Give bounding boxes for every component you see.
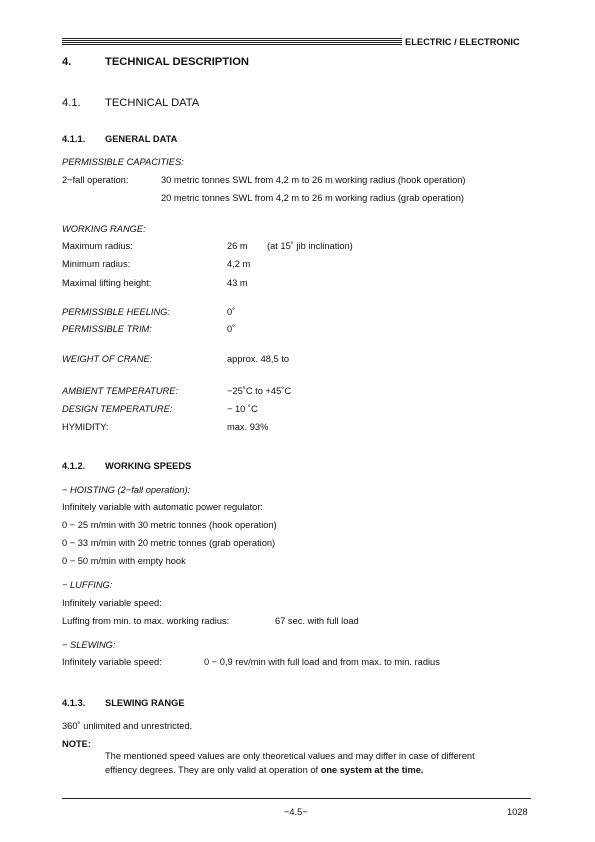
max-radius-note: (at 15˚ jib inclination) <box>267 241 353 251</box>
slewing-heading: − SLEWING: <box>62 640 116 650</box>
humidity-value: max. 93% <box>227 422 269 432</box>
subsection-number: 4.1.3. <box>62 698 86 708</box>
working-range-heading: WORKING RANGE: <box>62 224 146 234</box>
header-rule <box>62 38 402 46</box>
note-line-1: The mentioned speed values are only theoretical values and may differ in case of different <box>105 751 475 761</box>
ambient-temp-value: −25˚C to +45˚C <box>227 386 292 396</box>
note-emphasis: one system at the time. <box>320 765 424 775</box>
capacity-hook: 30 metric tonnes SWL from 4,2 m to 26 m working radius (hook operation) <box>161 175 466 185</box>
fall-label: 2−fall operation: <box>62 175 129 185</box>
luffing-value: 67 sec. with full load <box>275 616 359 626</box>
slewing-value: 0 − 0,9 rev/min with full load and from max. to min. radius <box>204 657 440 667</box>
section-title: TECHNICAL DATA <box>105 97 200 109</box>
capacity-grab: 20 metric tonnes SWL from 4,2 m to 26 m working radius (grab operation) <box>161 193 464 203</box>
note-line-2 <box>105 765 424 775</box>
trim-value: 0˚ <box>227 324 236 334</box>
subsection-title: GENERAL DATA <box>105 134 178 144</box>
chapter-number: 4. <box>62 56 72 68</box>
design-temp-value: − 10 ˚C <box>227 404 258 414</box>
max-radius-label: Maximum radius: <box>62 241 133 251</box>
section-number: 4.1. <box>62 97 81 109</box>
weight-value: approx. 48,5 to <box>227 354 290 364</box>
luffing-intro: Infinitely variable speed: <box>62 598 162 608</box>
hoisting-intro: Infinitely variable with automatic power regulator: <box>62 502 264 512</box>
luffing-label: Luffing from min. to max. working radius: <box>62 616 230 626</box>
document-code: 1028 <box>507 807 528 817</box>
page-number: −4.5− <box>284 807 308 817</box>
luffing-heading: − LUFFING: <box>62 580 113 590</box>
weight-label: WEIGHT OF CRANE: <box>62 354 153 364</box>
subsection-title: WORKING SPEEDS <box>105 461 192 471</box>
min-radius-label: Minimum radius: <box>62 259 131 269</box>
subsection-number: 4.1.2. <box>62 461 86 471</box>
min-radius-value: 4,2 m <box>227 259 251 269</box>
trim-label: PERMISSIBLE TRIM: <box>62 324 152 334</box>
hoisting-line: 0 − 50 m/min with empty hook <box>62 556 186 566</box>
hoisting-heading: − HOISTING (2−fall operation): <box>62 485 191 495</box>
note-label: NOTE: <box>62 739 91 749</box>
chapter-title: TECHNICAL DESCRIPTION <box>105 56 249 68</box>
lifting-height-label: Maximal lifting height: <box>62 278 152 288</box>
slewing-range-text: 360˚ unlimited and unrestricted. <box>62 721 193 731</box>
hoisting-line: 0 − 25 m/min with 30 metric tonnes (hook operation) <box>62 520 277 530</box>
note-line-2-text: effiency degrees. They are only valid at operation of <box>105 765 321 775</box>
max-radius-value: 26 m <box>227 241 248 251</box>
slewing-label: Infinitely variable speed: <box>62 657 162 667</box>
lifting-height-value: 43 m <box>227 278 248 288</box>
hoisting-line: 0 − 33 m/min with 20 metric tonnes (grab operation) <box>62 538 276 548</box>
subsection-title: SLEWING RANGE <box>105 698 185 708</box>
capacities-heading: PERMISSIBLE CAPACITIES: <box>62 157 184 167</box>
ambient-temp-label: AMBIENT TEMPERATURE: <box>62 386 179 396</box>
humidity-label: HYMIDITY: <box>62 422 109 432</box>
header-section: ELECTRIC / ELECTRONIC <box>405 37 520 47</box>
footer-rule <box>62 798 531 799</box>
heeling-value: 0˚ <box>227 307 236 317</box>
subsection-number: 4.1.1. <box>62 134 86 144</box>
heeling-label: PERMISSIBLE HEELING: <box>62 307 170 317</box>
design-temp-label: DESIGN TEMPERATURE: <box>62 404 173 414</box>
